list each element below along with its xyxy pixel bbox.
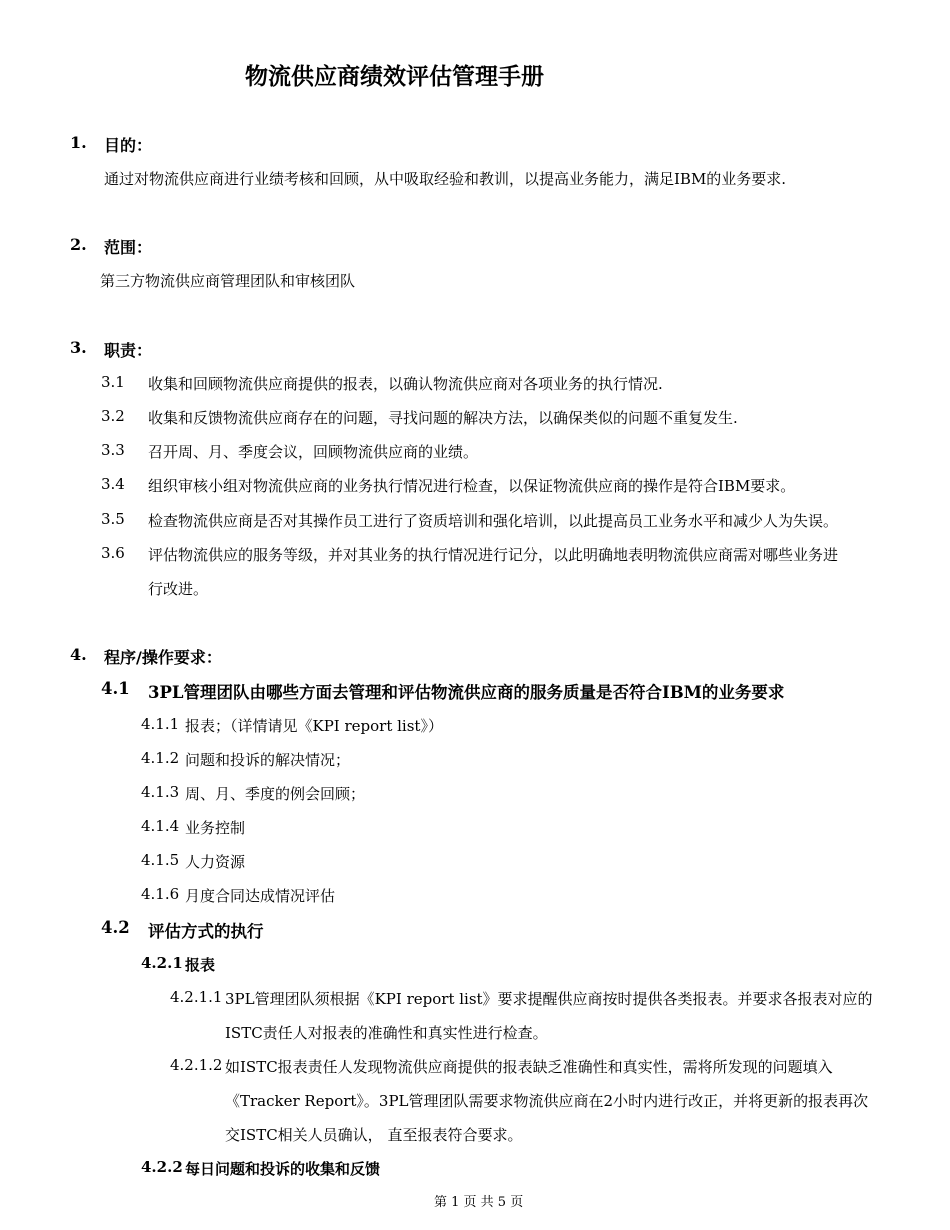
item-number: 4.1.1: [141, 715, 180, 733]
item-text: 报表；（详情请见《KPI report list》）: [185, 717, 443, 735]
item-text: 检查物流供应商是否对其操作员工进行了资质培训和强化培训，以此提高员工业务水平和减少人为失误。: [148, 512, 839, 530]
section-1-text: 通过对物流供应商进行业绩考核和回顾，从中吸取经验和教训，以提高业务能力，满足IBM的业务要求.: [104, 170, 787, 188]
item-number: 3.2: [101, 407, 125, 425]
item-number: 3.4: [101, 475, 125, 493]
item-number: 4.1.5: [141, 851, 180, 869]
section-2-text: 第三方物流供应商管理团队和审核团队: [100, 272, 356, 290]
subsection-4-2-heading: 评估方式的执行: [148, 922, 264, 941]
item-text: 问题和投诉的解决情况；: [185, 751, 351, 769]
item-text: 周、月、季度的例会回顾；: [185, 785, 366, 803]
item-number: 3.6: [101, 544, 125, 562]
section-4-number: 4.: [70, 645, 87, 664]
item-text-continued: 行改进。: [148, 580, 209, 598]
item-text: 收集和回顾物流供应商提供的报表，以确认物流供应商对各项业务的执行情况.: [148, 375, 663, 393]
item-number: 4.1.3: [141, 783, 180, 801]
item-text: 月度合同达成情况评估: [185, 887, 336, 905]
section-3-heading: 职责：: [104, 341, 153, 360]
document-title: 物流供应商绩效评估管理手册: [245, 63, 544, 90]
section-1-number: 1.: [70, 133, 87, 152]
section-4-heading: 程序/操作要求：: [104, 648, 222, 667]
item-number: 4.1.2: [141, 749, 180, 767]
item-number: 4.2.1.1: [170, 988, 223, 1006]
item-text: 业务控制: [185, 819, 246, 837]
subsection-4-2-number: 4.2: [101, 918, 130, 937]
item-number: 3.3: [101, 441, 125, 459]
item-text-continued: 交ISTC相关人员确认， 直至报表符合要求。: [225, 1126, 523, 1144]
item-number: 3.1: [101, 373, 125, 391]
section-2-heading: 范围：: [104, 238, 153, 257]
subsection-4-2-1-heading: 报表: [185, 956, 216, 974]
subsection-4-2-1-number: 4.2.1: [141, 954, 183, 972]
section-1-heading: 目的：: [104, 136, 153, 155]
item-number: 4.2.1.2: [170, 1056, 223, 1074]
section-2-number: 2.: [70, 235, 87, 254]
subsection-4-2-2-number: 4.2.2: [141, 1158, 183, 1176]
item-text: 收集和反馈物流供应商存在的问题，寻找问题的解决方法，以确保类似的问题不重复发生.: [148, 409, 738, 427]
page-footer: 第 1 页 共 5 页: [434, 1195, 524, 1210]
subsection-4-2-2-heading: 每日问题和投诉的收集和反馈: [185, 1160, 381, 1178]
subsection-4-1-heading: 3PL管理团队由哪些方面去管理和评估物流供应商的服务质量是否符合IBM的业务要求: [148, 683, 785, 702]
item-number: 4.1.4: [141, 817, 180, 835]
item-text: 召开周、月、季度会议，回顾物流供应商的业绩。: [148, 443, 479, 461]
item-number: 3.5: [101, 510, 125, 528]
item-text: 如ISTC报表责任人发现物流供应商提供的报表缺乏准确性和真实性，需将所发现的问题填入: [225, 1058, 833, 1076]
item-text: 组织审核小组对物流供应商的业务执行情况进行检查，以保证物流供应商的操作是符合IBM要求。: [148, 477, 796, 495]
item-text: 评估物流供应的服务等级，并对其业务的执行情况进行记分，以此明确地表明物流供应商需对哪些业务进: [148, 546, 839, 564]
item-text: 3PL管理团队须根据《KPI report list》要求提醒供应商按时提供各类报表。并要求各报表对应的: [225, 990, 873, 1008]
item-number: 4.1.6: [141, 885, 180, 903]
section-3-number: 3.: [70, 338, 87, 357]
item-text-continued: ISTC责任人对报表的准确性和真实性进行检查。: [225, 1024, 548, 1042]
item-text-continued: 《Tracker Report》。3PL管理团队需要求物流供应商在2小时内进行改正，并将更新的报表再次: [225, 1092, 869, 1110]
subsection-4-1-number: 4.1: [101, 679, 130, 698]
item-text: 人力资源: [185, 853, 246, 871]
